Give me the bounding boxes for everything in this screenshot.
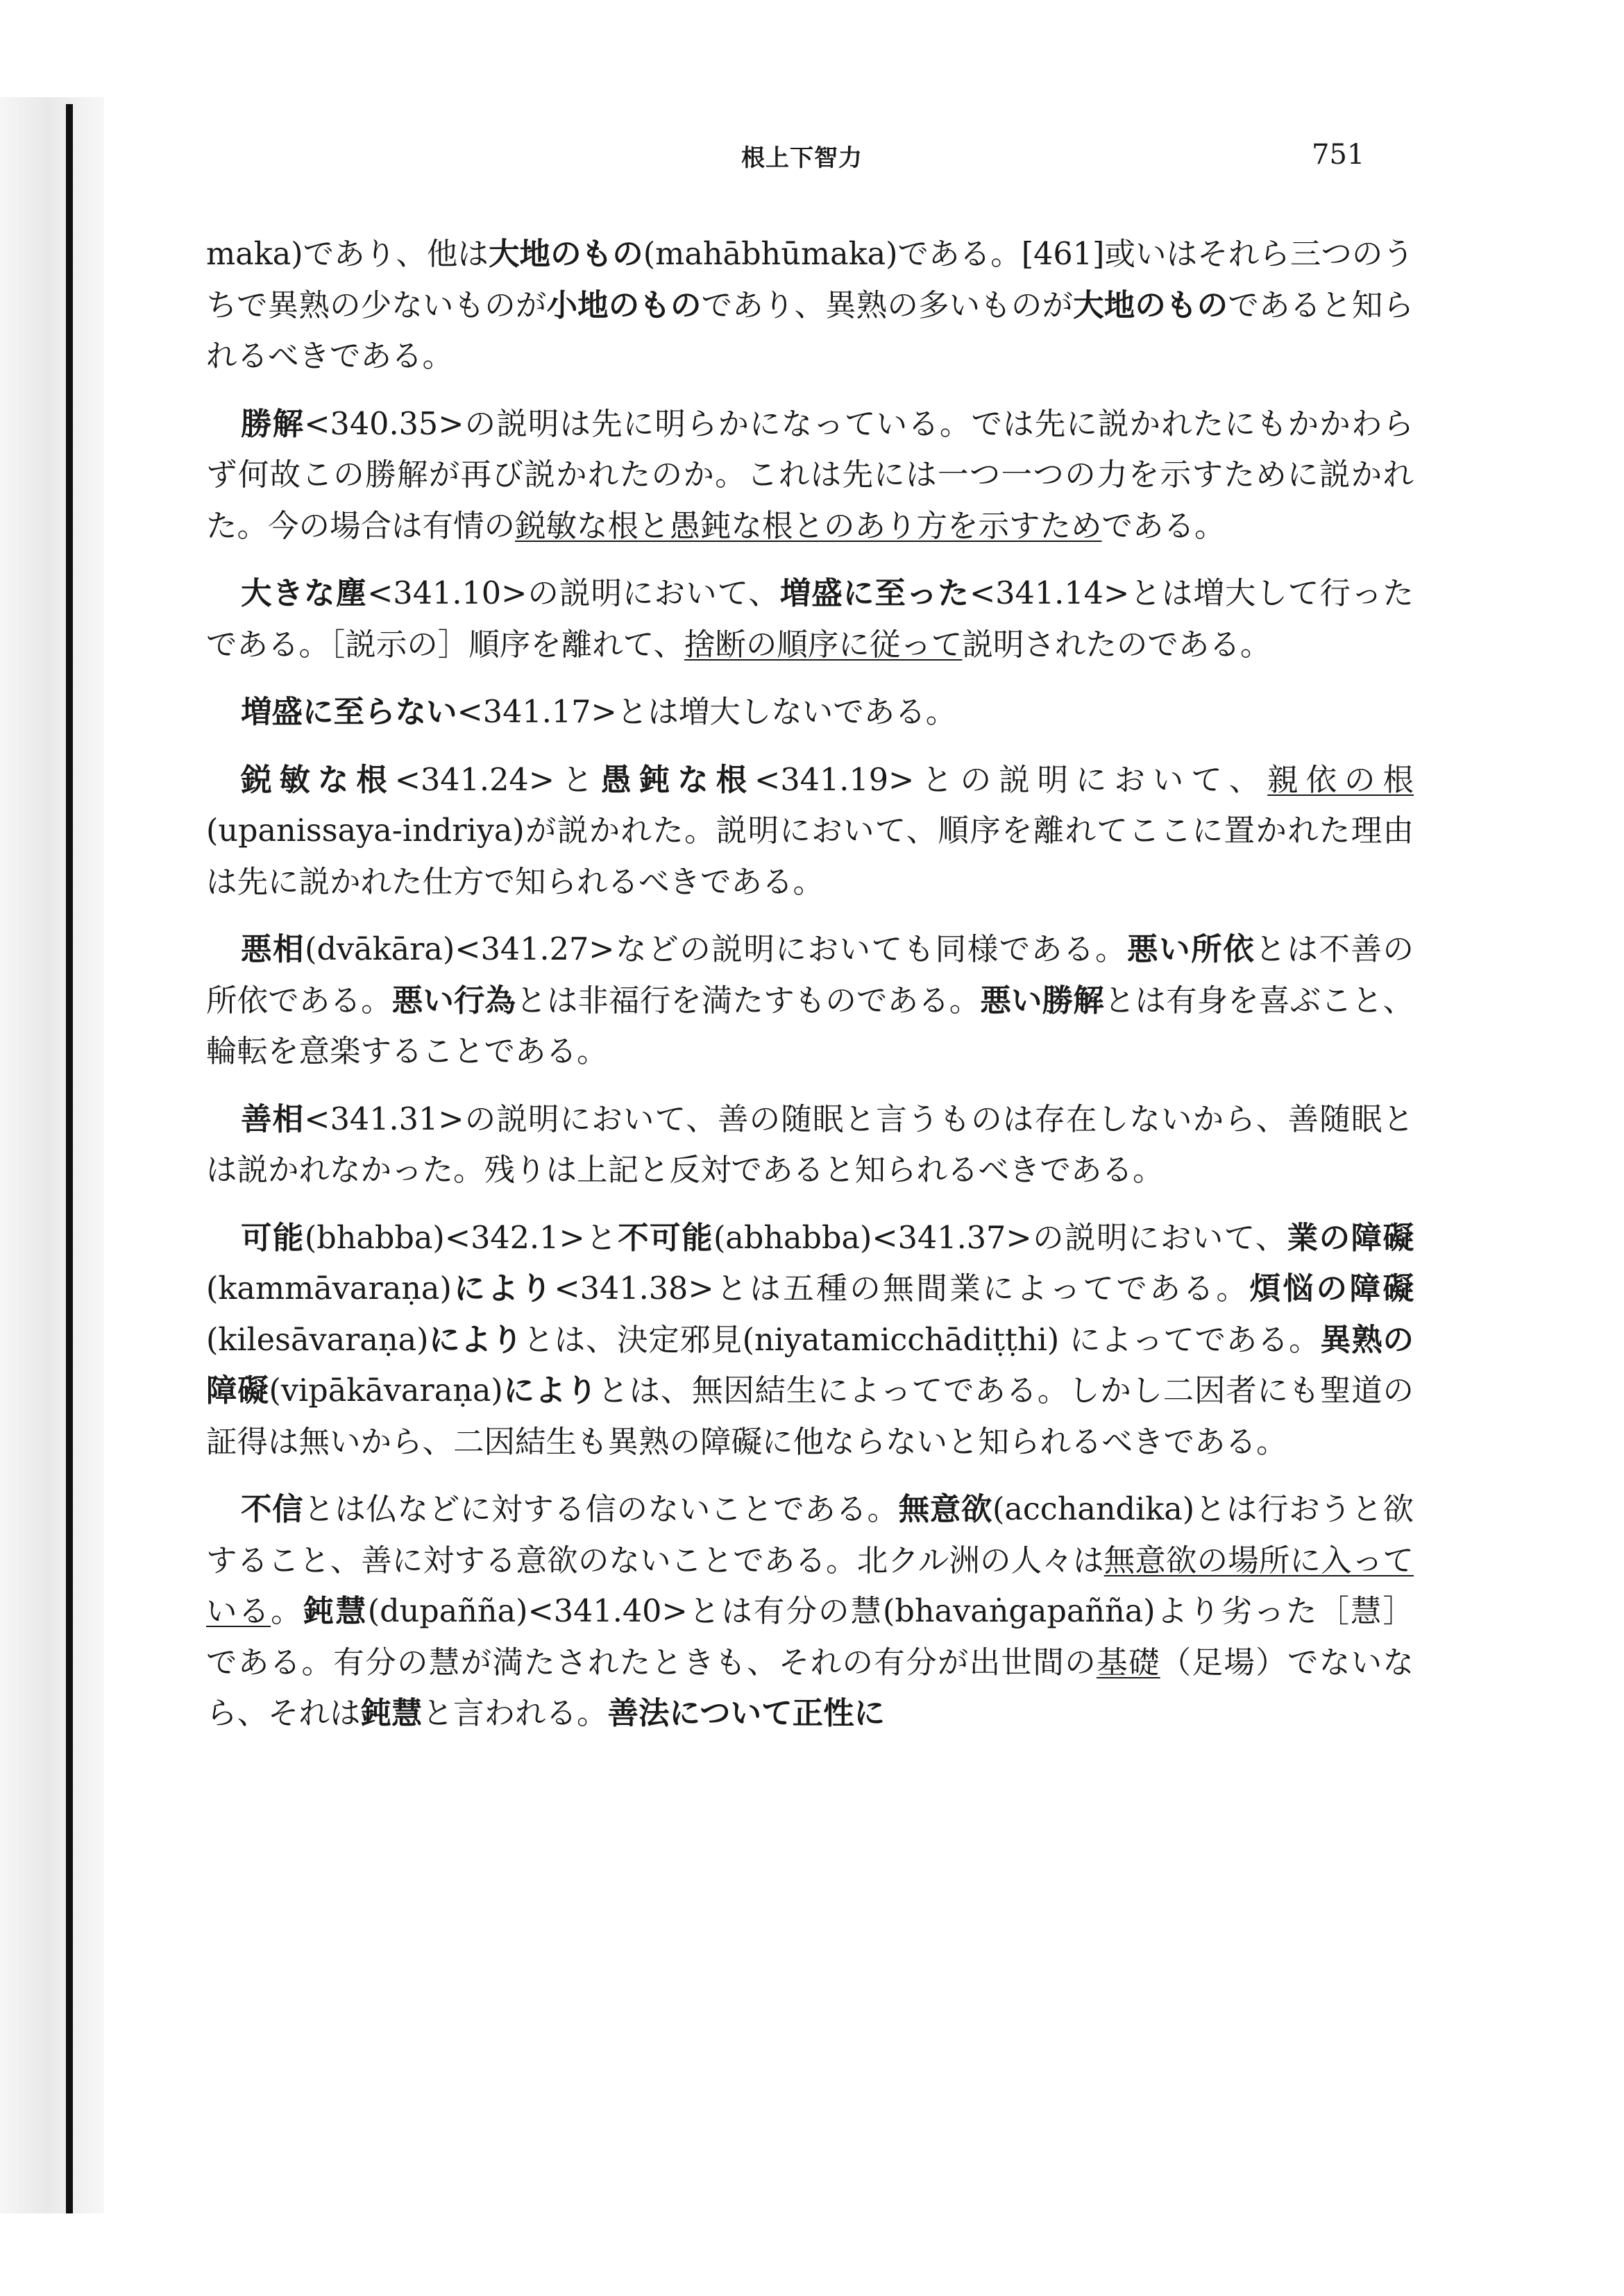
body-text bbox=[206, 229, 1414, 1756]
text-run: （足場）でないなら、それは bbox=[206, 1644, 1414, 1731]
bold-term: 善法について正性に bbox=[607, 1696, 886, 1731]
bold-term: 増盛に至らない bbox=[241, 695, 457, 730]
page-number: 751 bbox=[1312, 139, 1365, 171]
bold-term: 煩悩の障礙 bbox=[1249, 1271, 1414, 1307]
paragraph bbox=[206, 1094, 1414, 1196]
bold-term: により bbox=[502, 1373, 598, 1409]
text-run: であり、異熟の多いものが bbox=[701, 287, 1074, 323]
text-run: <341.38>とは五種の無間業によってである。 bbox=[554, 1271, 1250, 1307]
bold-term: 大地のもの bbox=[1073, 287, 1228, 323]
bold-term: 鋭敏な根 bbox=[241, 762, 395, 798]
text-run: (bhabba)<342.1>と bbox=[304, 1220, 618, 1256]
text-run: (mahābhūmaka)である。[461]或いはそれら三つのうちで異熟の少ないものが bbox=[206, 237, 1414, 323]
bold-term: 悪い行為 bbox=[391, 983, 516, 1019]
text-run: (dupañña)<341.40>とは有分の慧(bhavaṅgapañña)より劣った［慧］である。有分の慧が満たされたときも、それの有分が出世間の bbox=[206, 1594, 1414, 1681]
paragraph bbox=[206, 687, 1414, 738]
text-run: (kilesāvaraṇa) bbox=[206, 1322, 429, 1358]
underlined-phrase: 捨断の順序に従って bbox=[684, 627, 963, 663]
bold-term: 悪い所依 bbox=[1127, 932, 1255, 967]
text-run: とは非福行を満たすものである。 bbox=[516, 983, 981, 1019]
bold-term: 増盛に至った bbox=[779, 576, 970, 611]
text-run: であると知られるべきである。 bbox=[206, 287, 1414, 374]
bold-term: 業の障礙 bbox=[1287, 1220, 1414, 1256]
text-run: と言われる。 bbox=[422, 1696, 608, 1731]
text-run: (kammāvaraṇa) bbox=[206, 1271, 452, 1307]
text-run: (dvākāra)<341.27>などの説明においても同様である。 bbox=[305, 932, 1128, 967]
text-run: <341.31>の説明において、善の随眠と言うものは存在しないから、善随眠とは説かれなかった。残りは上記と反対であると知られるべきである。 bbox=[206, 1101, 1414, 1188]
bold-term: により bbox=[428, 1322, 523, 1358]
text-run: <341.14>とは増大して行ったである。［説示の］順序を離れて、 bbox=[206, 576, 1414, 663]
bold-term: 小地のもの bbox=[546, 287, 702, 323]
text-run: とは仏などに対する信のないことである。 bbox=[303, 1492, 899, 1527]
text-run: とは、無因結生によってである。しかし二因者にも聖道の証得は無いから、二因結生も異熟の障礙に他ならないと知られるべきである。 bbox=[206, 1373, 1414, 1460]
text-run: (vipākāvaraṇa) bbox=[269, 1373, 503, 1409]
paragraph bbox=[206, 399, 1414, 552]
text-run: <341.10>の説明において、 bbox=[367, 576, 780, 611]
bold-term: 大きな塵 bbox=[241, 576, 368, 611]
binding-edge-line bbox=[66, 104, 73, 2213]
underlined-phrase: 基礎 bbox=[1097, 1644, 1160, 1681]
text-run: maka)であり、他は bbox=[206, 237, 489, 272]
text-run: とは、決定邪見(niyatamicchādiṭṭhi) によってである。 bbox=[523, 1322, 1321, 1358]
page-header bbox=[0, 139, 1624, 180]
underlined-phrase: 無意欲の場所に入っている bbox=[206, 1542, 1414, 1629]
underlined-phrase: 鋭敏な根と愚鈍な根とのあり方を示すため bbox=[515, 508, 1102, 544]
bold-term: により bbox=[451, 1271, 555, 1307]
paragraph bbox=[206, 924, 1414, 1078]
bold-term: 勝解 bbox=[241, 406, 305, 442]
text-run: とは有身を喜ぶこと、輪転を意楽することである。 bbox=[206, 983, 1414, 1069]
text-run: とは不善の所依である。 bbox=[206, 932, 1414, 1019]
bold-term: 不信 bbox=[241, 1492, 304, 1527]
paragraph bbox=[206, 755, 1414, 908]
bold-term: 悪い勝解 bbox=[980, 983, 1104, 1019]
text-run: である。 bbox=[1101, 508, 1226, 544]
text-run: (upanissaya-indriya)が説かれた。説明において、順序を離れてここに置かれた理由は先に説かれた仕方で知られるべきである。 bbox=[206, 813, 1414, 900]
bold-term: 異熟の障礙 bbox=[206, 1322, 1414, 1409]
text-run: <340.35>の説明は先に明らかになっている。では先に説かれたにもかかわらず何故この勝解が再び説かれたのか。これは先には一つ一つの力を示すために説かれた。今の場合は有情の bbox=[206, 406, 1414, 544]
text-run: 。 bbox=[271, 1594, 303, 1629]
paragraph bbox=[206, 1213, 1414, 1468]
text-run: <341.24>と bbox=[394, 762, 601, 798]
paragraph bbox=[206, 1484, 1414, 1740]
bold-term: 無意欲 bbox=[898, 1492, 992, 1527]
bold-term: 愚鈍な根 bbox=[600, 762, 755, 798]
binding-shadow bbox=[0, 97, 104, 2213]
text-run: (acchandika)とは行おうと欲すること、善に対する意欲のないことである。北クル洲の人々は bbox=[206, 1492, 1414, 1579]
running-title: 根上下智力 bbox=[741, 144, 863, 172]
bold-term: 不可能 bbox=[618, 1220, 713, 1256]
text-run: <341.17>とは増大しないである。 bbox=[457, 695, 957, 730]
underlined-phrase: 親依の根 bbox=[1267, 762, 1414, 798]
text-run: <341.19>との説明において、 bbox=[754, 762, 1268, 798]
bold-term: 悪相 bbox=[241, 932, 305, 967]
bold-term: 鈍慧 bbox=[303, 1594, 368, 1629]
bold-term: 鈍慧 bbox=[360, 1696, 423, 1731]
text-run: 説明されたのである。 bbox=[962, 627, 1271, 663]
bold-term: 善相 bbox=[241, 1101, 305, 1137]
paragraph bbox=[206, 568, 1414, 670]
paragraph bbox=[206, 229, 1414, 382]
text-run: (abhabba)<341.37>の説明において、 bbox=[713, 1220, 1287, 1256]
bold-term: 可能 bbox=[241, 1220, 305, 1256]
bold-term: 大地のもの bbox=[489, 237, 643, 272]
